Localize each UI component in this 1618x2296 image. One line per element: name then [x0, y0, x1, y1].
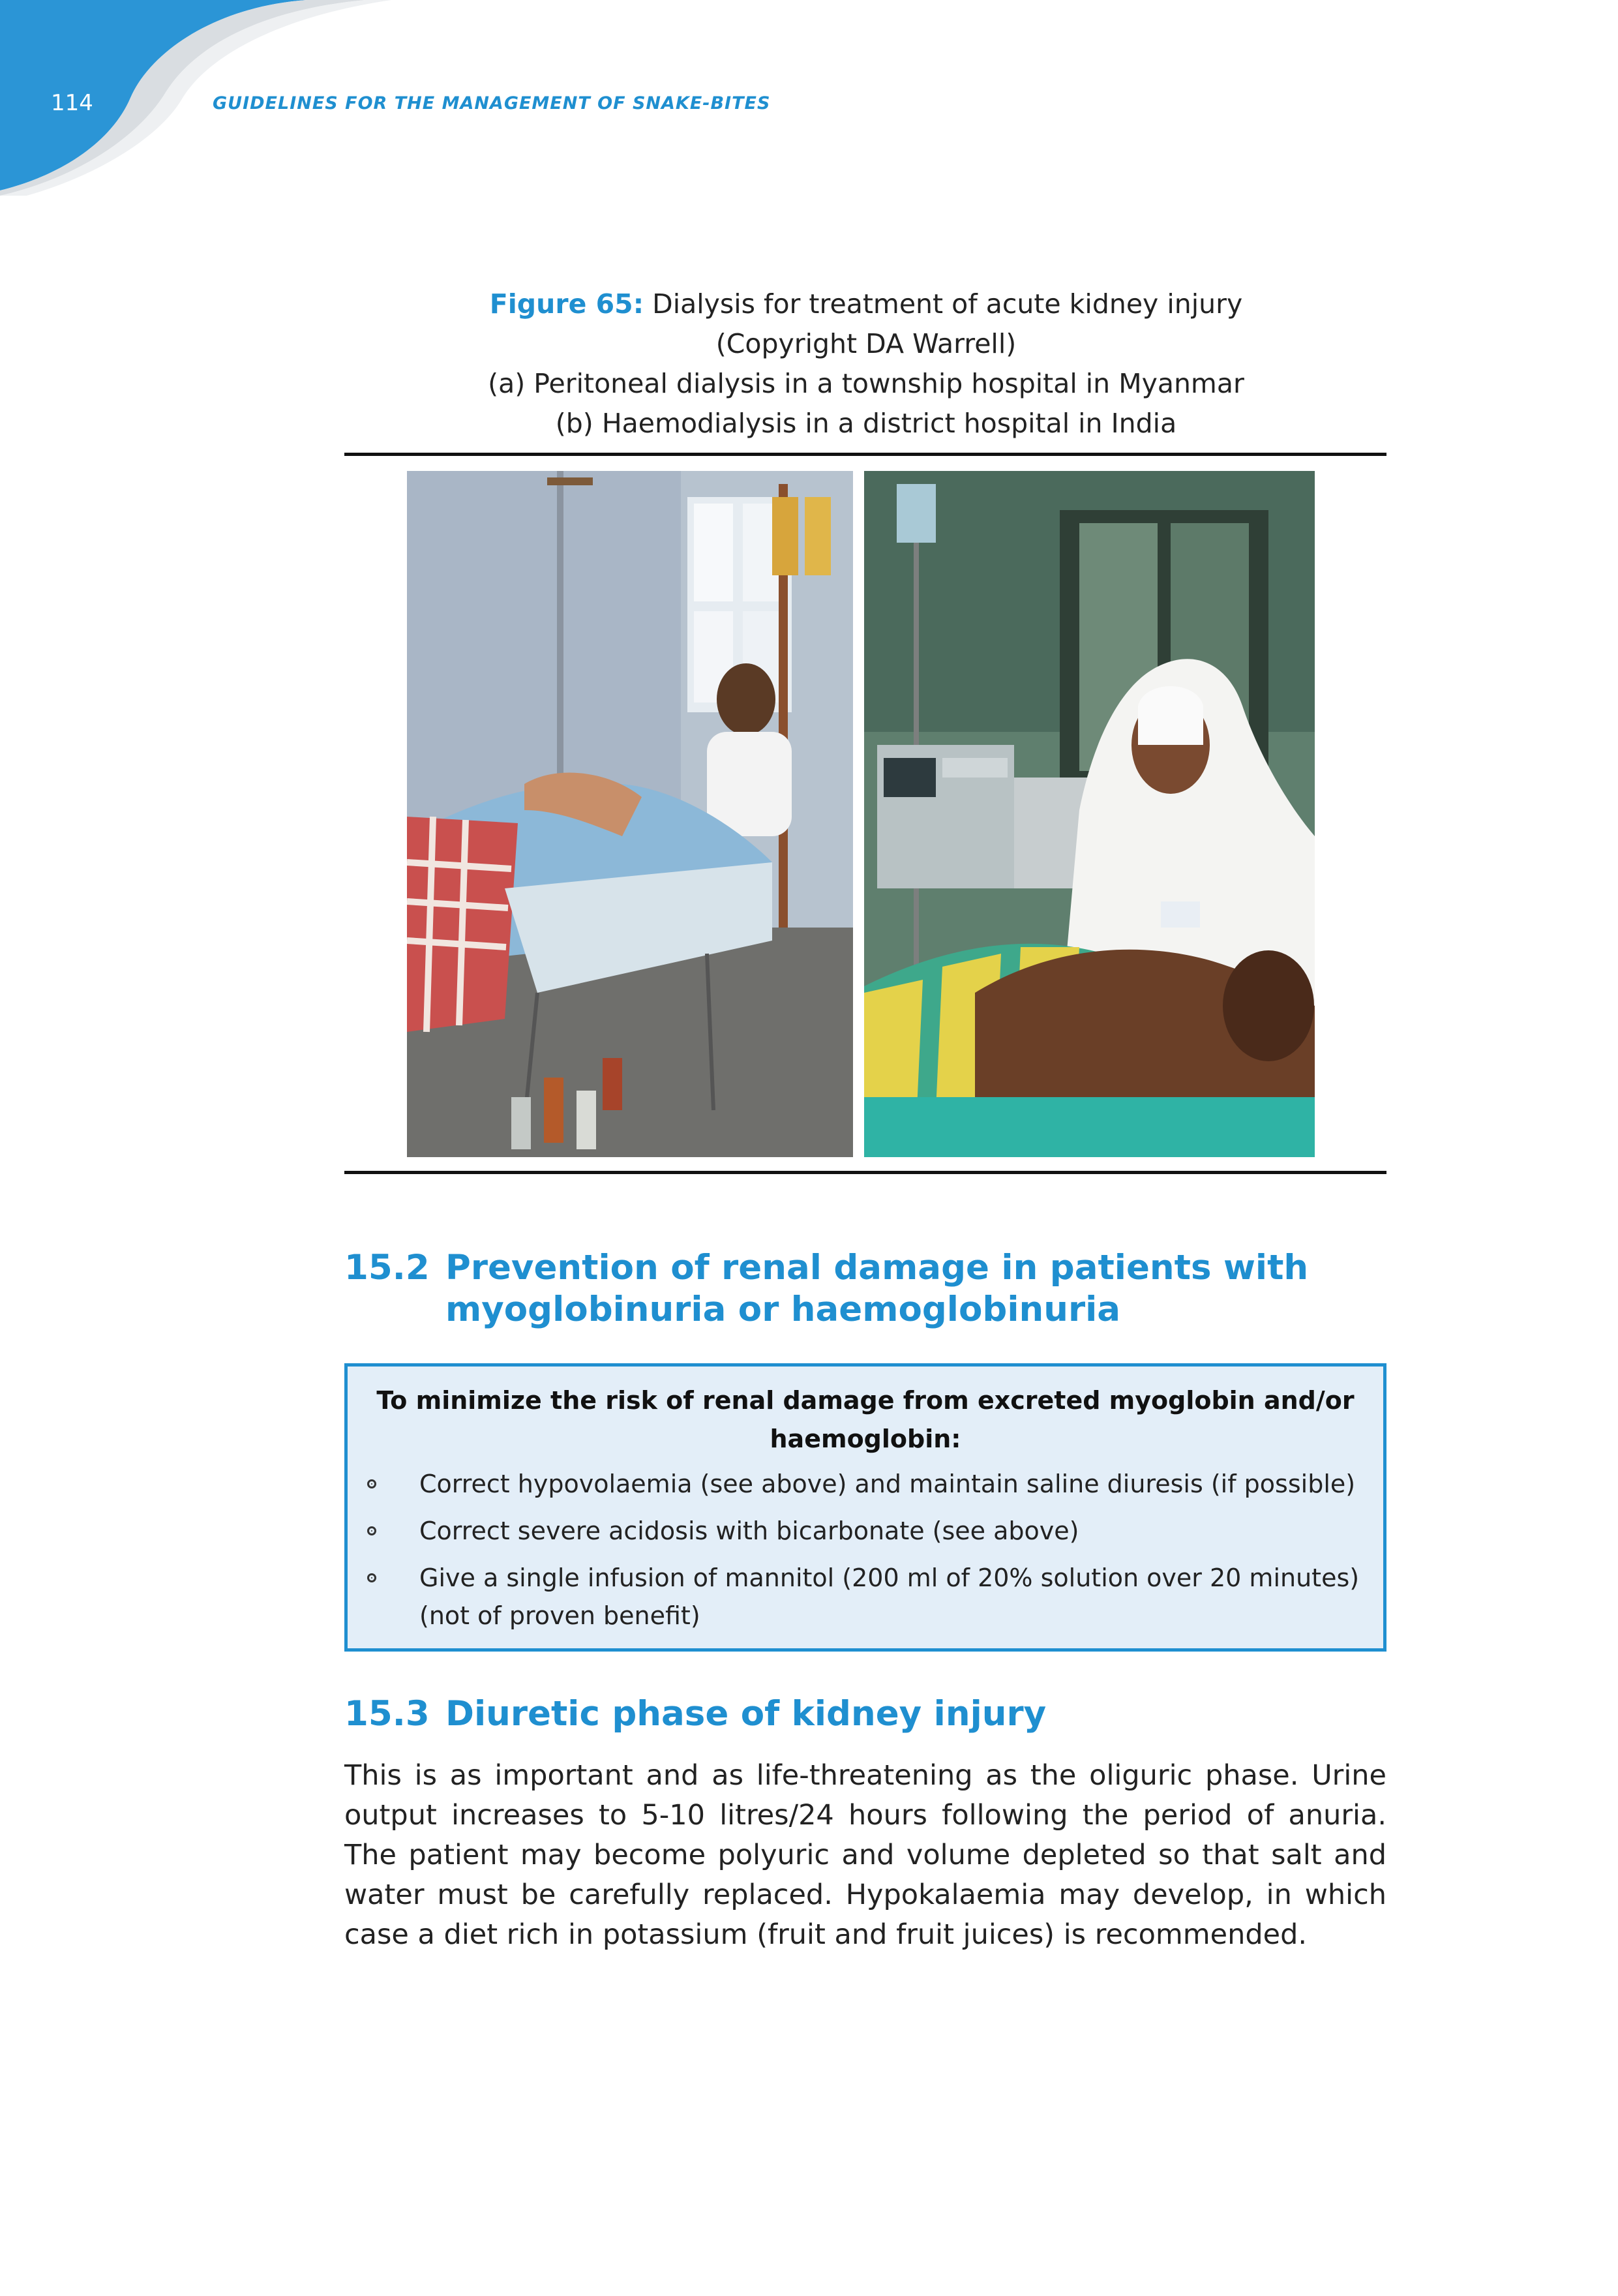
recommendation-box [344, 1363, 1386, 1652]
figure-top-rule [344, 453, 1386, 456]
section-15-2-number: 15.2 [344, 1248, 430, 1288]
section-15-3-paragraph: This is as important and as life-threatening as the oliguric phase. Urine output increases to 5-10 litres/24 hours following the period of anuria. The patient may become polyuric and volume depleted so that salt and water must be carefully replaced. Hypokalaemia may develop, in which case a diet rich in potassium (fruit and fruit juices) is recommended. [344, 1759, 1386, 1951]
figure-label: Figure 65: [489, 288, 644, 320]
recommendation-list [348, 1465, 1383, 1635]
bullet-icon [367, 1526, 376, 1535]
list-item-text: Give a single infusion of mannitol (200 ml of 20% solution over 20 minutes) (not of proven benefit) [419, 1563, 1360, 1630]
list-item-text: Correct severe acidosis with bicarbonate (see above) [419, 1517, 1079, 1545]
figure-title: Dialysis for treatment of acute kidney injury [644, 288, 1243, 320]
haemodialysis-photo [864, 471, 1315, 1157]
figure-caption-a: (a) Peritoneal dialysis in a township hospital in Myanmar [488, 368, 1244, 399]
section-15-2-title-line1: Prevention of renal damage in patients with [445, 1248, 1309, 1288]
section-15-2-heading [344, 1247, 1308, 1331]
section-15-3-title: Diuretic phase of kidney injury [445, 1694, 1047, 1734]
bullet-icon [367, 1479, 376, 1488]
figure-caption-b: (b) Haemodialysis in a district hospital in India [555, 408, 1177, 439]
list-item [348, 1512, 1383, 1550]
section-15-2-title-line2: myoglobinuria or haemoglobinuria [445, 1290, 1121, 1329]
figure-bottom-rule [344, 1171, 1386, 1174]
page-number: 114 [51, 90, 93, 116]
list-item [348, 1465, 1383, 1503]
section-15-3-number: 15.3 [344, 1694, 430, 1734]
list-item [348, 1559, 1383, 1635]
bullet-icon [367, 1573, 376, 1582]
recommendation-box-title: To minimize the risk of renal damage from excreted myoglobin and/or haemoglobin: [376, 1386, 1355, 1453]
peritoneal-dialysis-photo [407, 471, 853, 1157]
list-item-text: Correct hypovolaemia (see above) and maintain saline diuresis (if possible) [419, 1470, 1356, 1498]
figure-caption [344, 284, 1388, 444]
figure-copyright: (Copyright DA Warrell) [715, 328, 1017, 359]
section-15-3-heading [344, 1693, 1046, 1735]
running-title: GUIDELINES FOR THE MANAGEMENT OF SNAKE-BITES [213, 93, 771, 113]
figure-title-line [344, 284, 1388, 324]
